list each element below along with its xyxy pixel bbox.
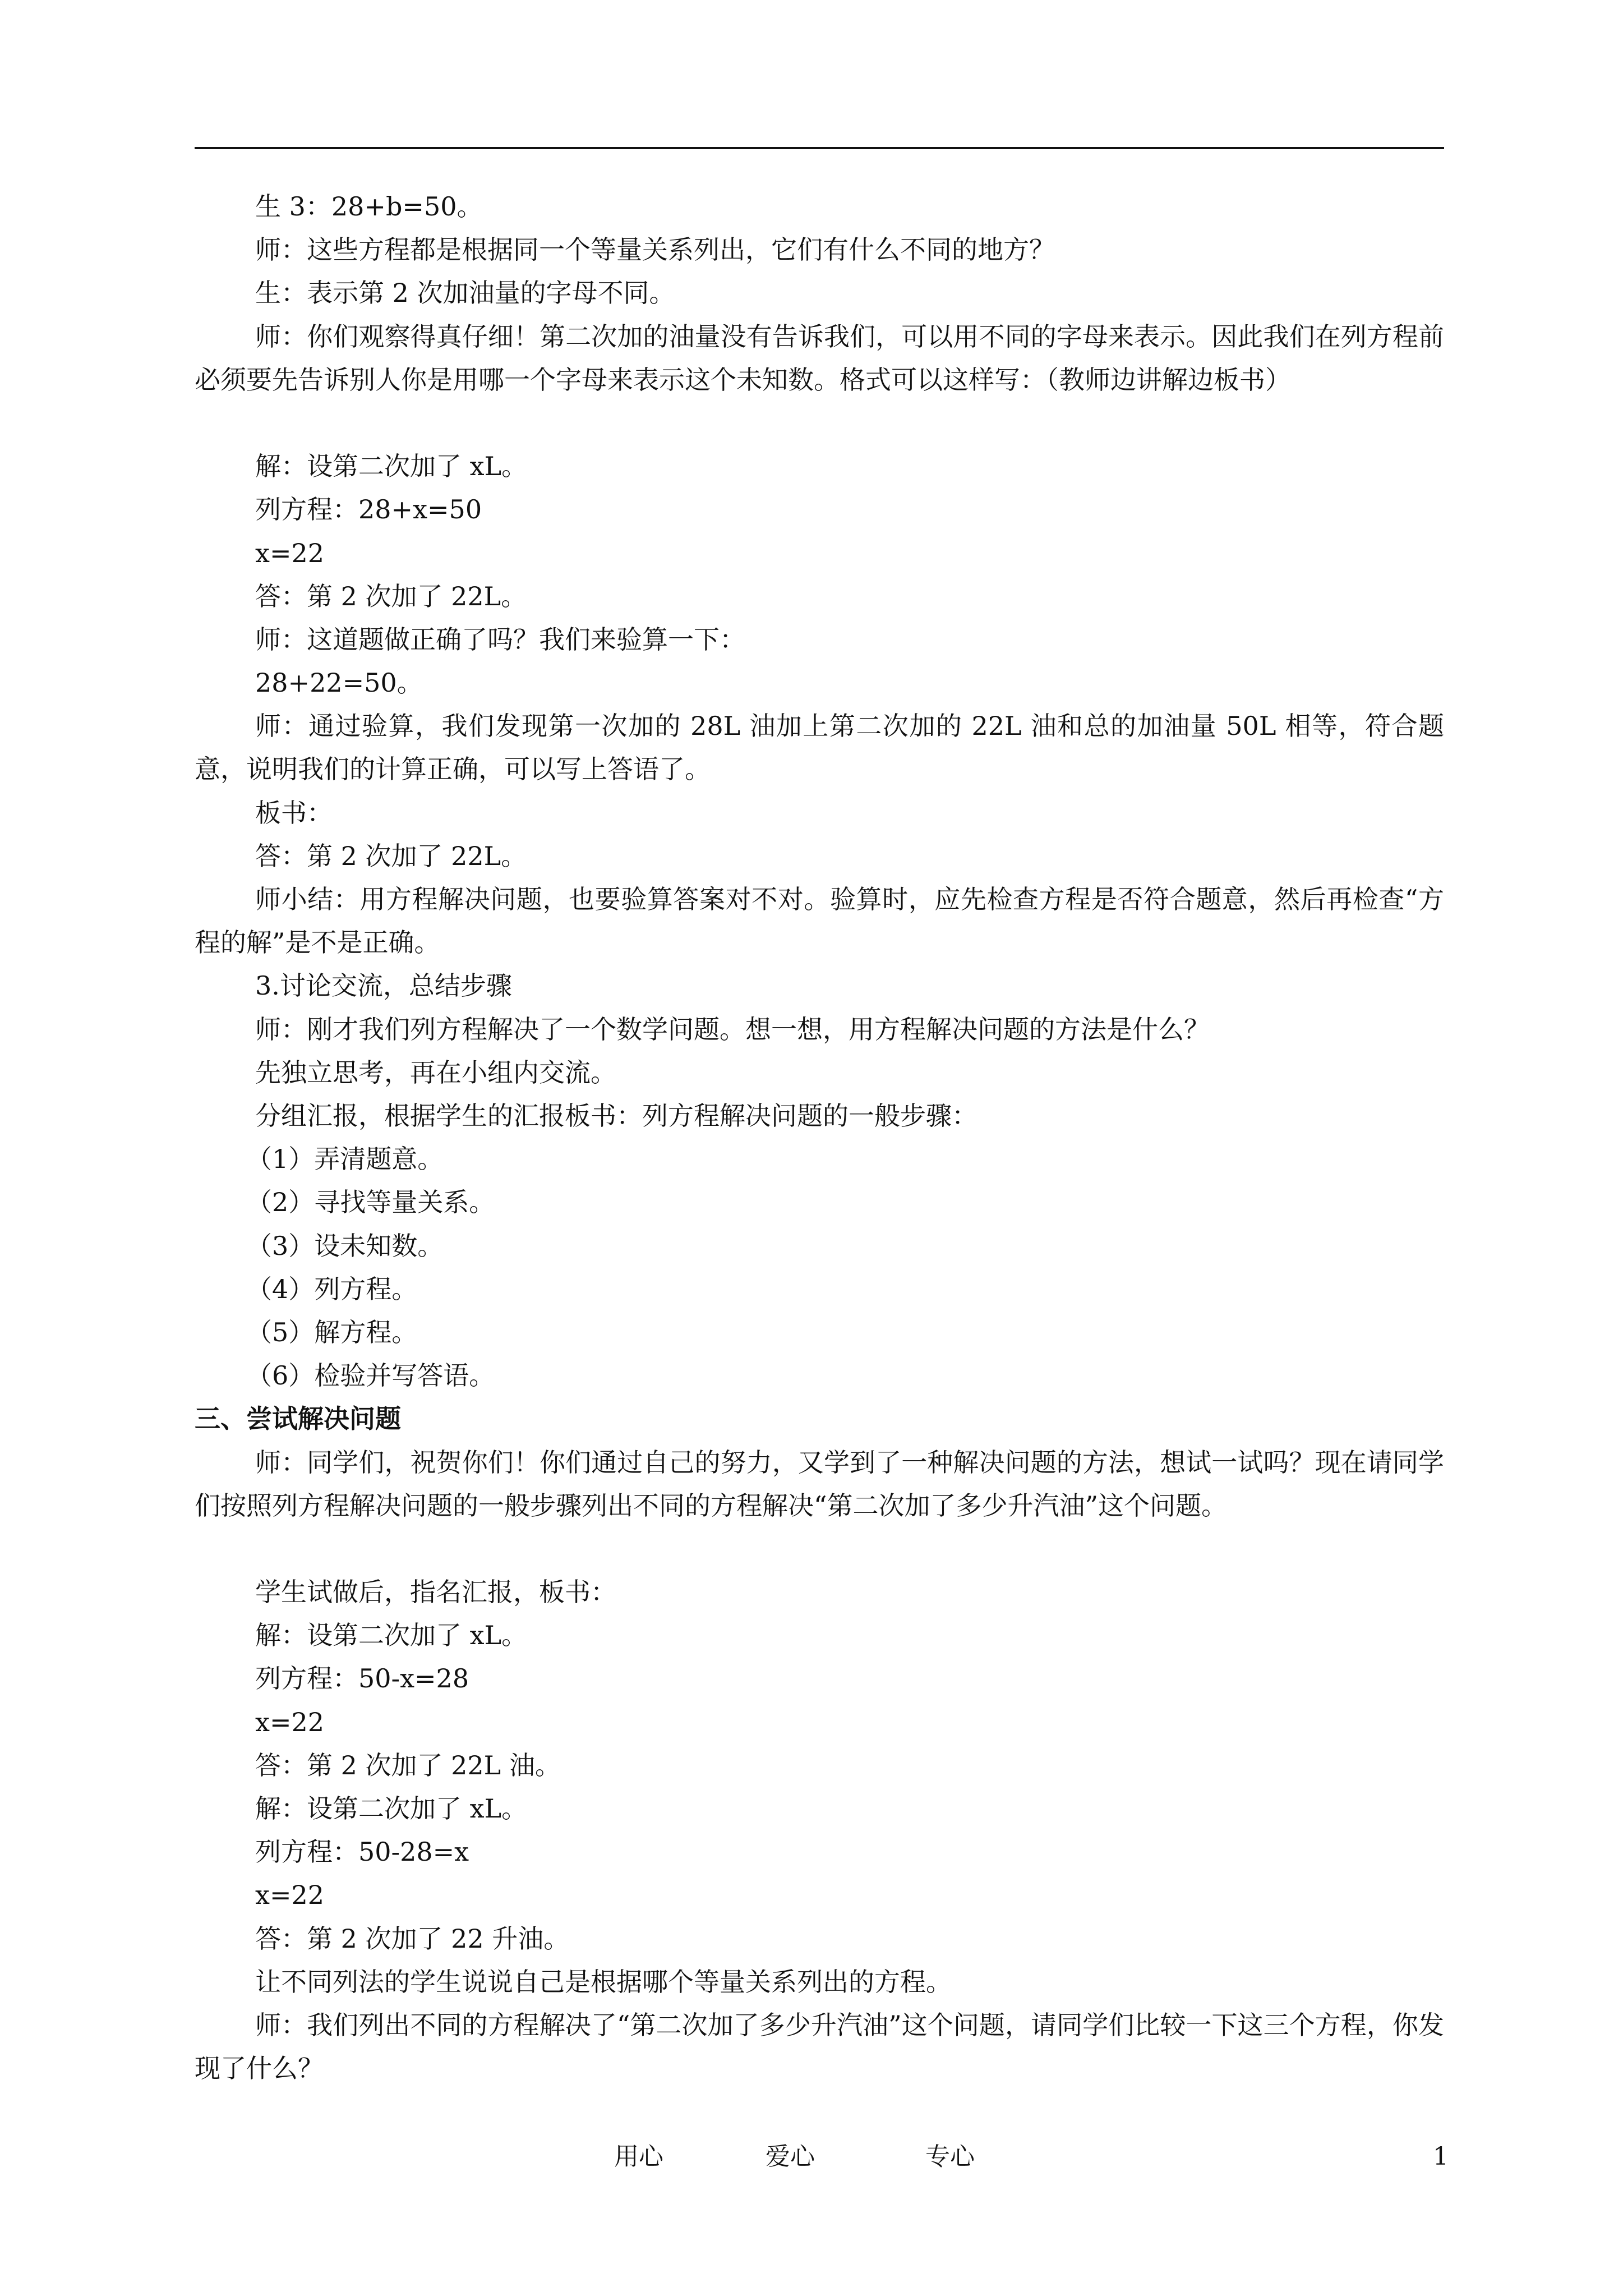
list-item: （5）解方程。: [246, 1317, 418, 1347]
paragraph: 解：设第二次加了 xL。: [255, 451, 528, 482]
paragraph: 答：第 2 次加了 22L。: [255, 840, 527, 871]
paragraph: 让不同列法的学生说说自己是根据哪个等量关系列出的方程。: [255, 1966, 952, 1997]
paragraph: 列方程：50-28=x: [255, 1837, 469, 1867]
list-item: （4）列方程。: [246, 1273, 418, 1304]
paragraph: 师：我们列出不同的方程解决了“第二次加了多少升汽油”这个问题，请同学们比较一下这三个方程，你发现了什么？: [195, 2009, 1444, 2084]
list-item: （2）寻找等量关系。: [246, 1187, 495, 1218]
footer-motto: 爱心: [766, 2142, 815, 2171]
paragraph: 解：设第二次加了 xL。: [255, 1620, 528, 1651]
section-subheading: 3.讨论交流，总结步骤: [255, 970, 512, 1001]
paragraph: 答：第 2 次加了 22L。: [255, 581, 527, 611]
paragraph: 师：同学们，祝贺你们！你们通过自己的努力，又学到了一种解决问题的方法，想试一试吗？现在请同学们按照列方程解决问题的一般步骤列出不同的方程解决“第二次加了多少升汽油”这个问题。: [195, 1447, 1444, 1521]
paragraph: 师小结：用方程解决问题，也要验算答案对不对。验算时，应先检查方程是否符合题意，然后再检查“方程的解”是不是正确。: [195, 884, 1444, 958]
page-number: 1: [1433, 2142, 1449, 2171]
paragraph: 解：设第二次加了 xL。: [255, 1793, 528, 1824]
paragraph: 师：通过验算，我们发现第一次加的 28L 油加上第二次加的 22L 油和总的加油量 50L 相等，符合题意，说明我们的计算正确，可以写上答语了。: [195, 711, 1444, 785]
paragraph: 先独立思考，再在小组内交流。: [255, 1057, 616, 1088]
list-item: （6）检验并写答语。: [246, 1360, 495, 1391]
paragraph: 列方程：28+x=50: [255, 494, 482, 525]
list-item: （1）弄清题意。: [246, 1144, 444, 1175]
page-footer: [0, 2140, 1623, 2174]
paragraph: 师：这些方程都是根据同一个等量关系列出，它们有什么不同的地方？: [255, 234, 1055, 265]
list-item: （3）设未知数。: [246, 1230, 444, 1261]
paragraph: x=22: [255, 1706, 325, 1737]
paragraph: 答：第 2 次加了 22 升油。: [255, 1923, 570, 1954]
paragraph: 生：表示第 2 次加油量的字母不同。: [255, 278, 675, 309]
paragraph: 列方程：50-x=28: [255, 1663, 469, 1694]
header-rule: [195, 147, 1444, 149]
paragraph: 师：你们观察得真仔细！第二次加的油量没有告诉我们，可以用不同的字母来表示。因此我们在列方程前必须要先告诉别人你是用哪一个字母来表示这个未知数。格式可以这样写：（教师边讲解边板书）: [195, 321, 1444, 395]
paragraph: 答：第 2 次加了 22L 油。: [255, 1750, 561, 1780]
paragraph: 学生试做后，指名汇报，板书：: [255, 1577, 616, 1608]
paragraph: 生 3：28+b=50。: [255, 191, 483, 222]
paragraph: x=22: [255, 537, 325, 568]
section-heading: 三、尝试解决问题: [195, 1404, 401, 1434]
paragraph: 师：这道题做正确了吗？我们来验算一下：: [255, 624, 745, 655]
paragraph: 28+22=50。: [255, 668, 423, 698]
paragraph: 分组汇报，根据学生的汇报板书：列方程解决问题的一般步骤：: [255, 1101, 978, 1131]
paragraph: 板书：: [255, 797, 333, 828]
footer-motto: 专心: [925, 2142, 975, 2171]
paragraph: x=22: [255, 1880, 325, 1911]
document-body: [195, 185, 1444, 2090]
footer-motto: 用心: [614, 2142, 663, 2171]
paragraph: 师：刚才我们列方程解决了一个数学问题。想一想，用方程解决问题的方法是什么？: [255, 1014, 1210, 1045]
